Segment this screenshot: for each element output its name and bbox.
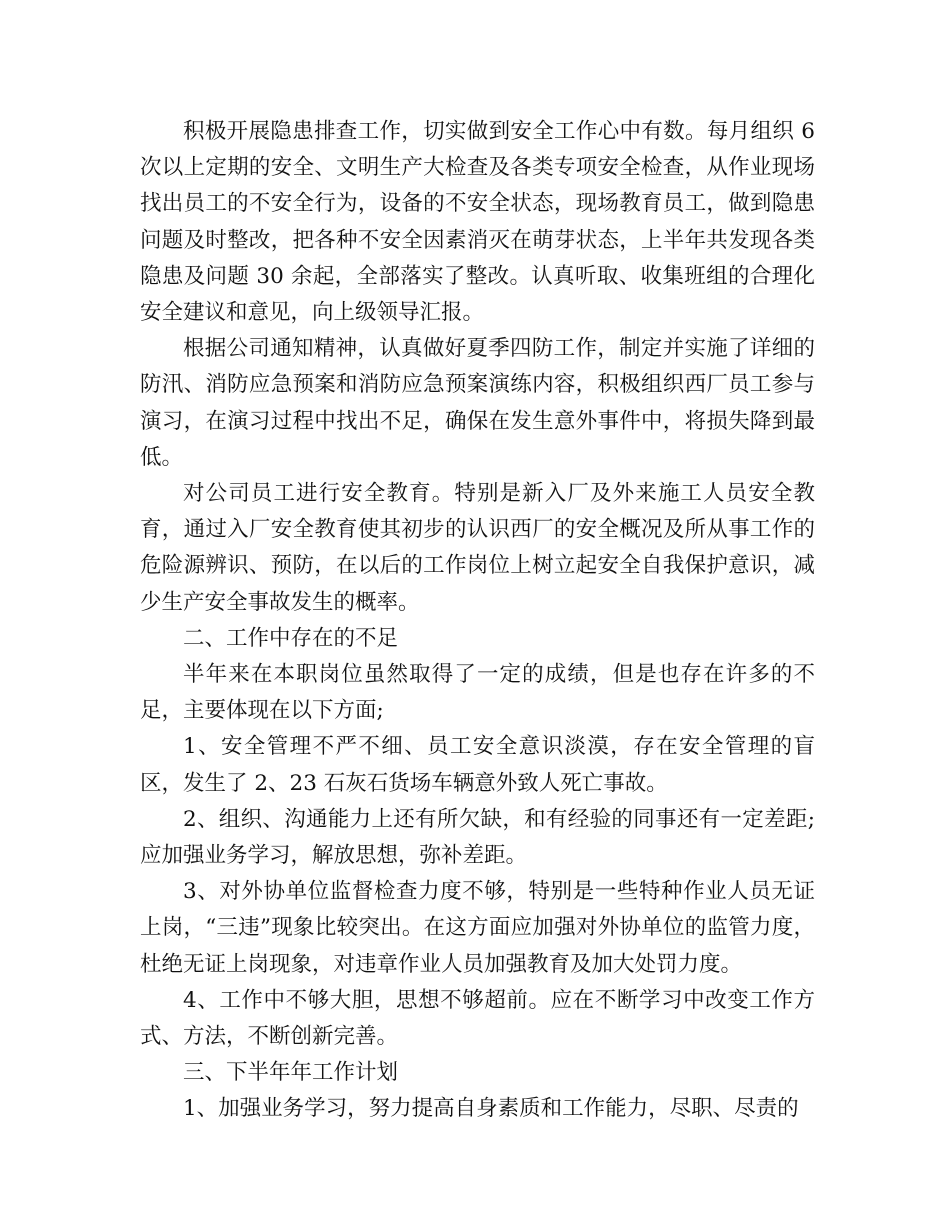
list-item-shortcoming-3: 3、对外协单位监督检查力度不够，特别是一些特种作业人员无证上岗，“三违”现象比较突出。在这方面应加强对外协单位的监管力度，杜绝无证上岗现象，对违章作业人员加强教育及加大处罚力度。: [140, 879, 815, 977]
list-item-plan-1: 1、加强业务学习，努力提高自身素质和工作能力，尽职、尽责的: [183, 1096, 799, 1122]
paragraph-hazard-inspection: 积极开展隐患排查工作，切实做到安全工作心中有数。每月组织 6 次以上定期的安全、文明生产大检查及各类专项安全检查，从作业现场找出员工的不安全行为，设备的不安全状态，现场教育员工，做到隐患问题及时整改，把各种不安全因素消灭在萌芽状态，上半年共发现各类隐患及问题 30 余起，全部落实了整改。认真听取、收集班组的合理化安全建议和意见，向上级领导汇报。: [140, 119, 815, 326]
section-heading-shortcomings: 二、工作中存在的不足: [183, 625, 399, 651]
paragraph-shortcomings-intro: 半年来在本职岗位虽然取得了一定的成绩，但是也存在许多的不足，主要体现在以下方面;: [140, 662, 815, 724]
paragraph-summer-prevention: 根据公司通知精神，认真做好夏季四防工作，制定并实施了详细的防汛、消防应急预案和消防应急预案演练内容，积极组织西厂员工参与演习，在演习过程中找出不足，确保在发生意外事件中，将损失降到最低。: [140, 336, 815, 470]
document-body: [140, 114, 815, 1128]
section-heading-plan: 三、下半年年工作计划: [183, 1060, 399, 1086]
list-item-shortcoming-1: 1、安全管理不严不细、员工安全意识淡漠，存在安全管理的盲区，发生了 2、23 石灰石货场车辆意外致人死亡事故。: [140, 734, 815, 796]
paragraph-safety-education: 对公司员工进行安全教育。特别是新入厂及外来施工人员安全教育，通过入厂安全教育使其初步的认识西厂的安全概况及所从事工作的危险源辨识、预防，在以后的工作岗位上树立起安全自我保护意识，减少生产安全事故发生的概率。: [140, 481, 815, 615]
list-item-shortcoming-4: 4、工作中不够大胆，思想不够超前。应在不断学习中改变工作方式、方法，不断创新完善。: [140, 987, 815, 1050]
list-item-shortcoming-2: 2、组织、沟通能力上还有所欠缺，和有经验的同事还有一定差距;应加强业务学习，解放思想，弥补差距。: [140, 806, 815, 869]
